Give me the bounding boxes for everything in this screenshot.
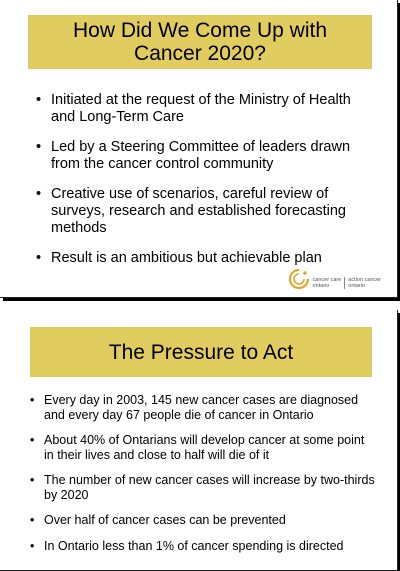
slide-2 xyxy=(0,310,398,571)
cancer-care-ontario-logo xyxy=(287,267,381,291)
bullet-list xyxy=(30,393,375,564)
list-item xyxy=(30,539,375,554)
bullet-icon: • xyxy=(36,186,42,202)
bullet-list xyxy=(36,92,364,280)
bullet-text: About 40% of Ontarians will develop cancer at some point in their lives and close to half will die of it xyxy=(44,433,365,462)
list-item xyxy=(36,186,364,237)
bullet-text: Initiated at the request of the Ministry of Health and Long-Term Care xyxy=(51,92,351,125)
list-item xyxy=(36,250,364,267)
bullet-text: In Ontario less than 1% of cancer spending is directed xyxy=(44,538,344,553)
bullet-icon: • xyxy=(30,433,35,447)
cancer-care-ontario-logo-icon xyxy=(287,267,311,291)
bullet-icon: • xyxy=(30,473,35,487)
list-item xyxy=(36,139,364,173)
slide-title: How Did We Come Up with Cancer 2020? xyxy=(72,19,328,65)
list-item xyxy=(30,513,375,528)
slide-title-band xyxy=(30,327,372,377)
logo-text: ontario xyxy=(348,283,366,289)
logo-wordmark xyxy=(313,277,381,291)
bullet-icon: • xyxy=(30,513,35,527)
logo-text: ontario xyxy=(312,283,330,289)
list-item xyxy=(30,433,375,462)
bullet-text: Result is an ambitious but achievable plan xyxy=(51,250,322,266)
bullet-text: Every day in 2003, 145 new cancer cases are diagnosed and every day 67 people die of cancer in Ontario xyxy=(44,393,359,422)
slide-title: The Pressure to Act xyxy=(108,340,294,364)
list-item xyxy=(36,92,364,126)
bullet-icon: • xyxy=(30,538,35,553)
list-item xyxy=(30,393,375,422)
bullet-text: The number of new cancer cases will increase by two-thirds by 2020 xyxy=(44,473,375,502)
bullet-text: Creative use of scenarios, careful review of surveys, research and established forecasting methods xyxy=(51,186,346,236)
bullet-icon: • xyxy=(36,250,42,266)
logo-text: cancer care xyxy=(312,277,342,283)
bullet-text: Led by a Steering Committee of leaders drawn from the cancer control community xyxy=(51,139,351,172)
logo-text: action cancer xyxy=(348,277,381,283)
bullet-icon: • xyxy=(36,92,42,108)
bullet-icon: • xyxy=(30,393,35,407)
logo-divider xyxy=(344,277,345,289)
slide-title-band xyxy=(28,15,372,69)
bullet-icon: • xyxy=(36,139,42,155)
list-item xyxy=(30,473,375,502)
bullet-text: Over half of cancer cases can be prevented xyxy=(44,513,286,527)
